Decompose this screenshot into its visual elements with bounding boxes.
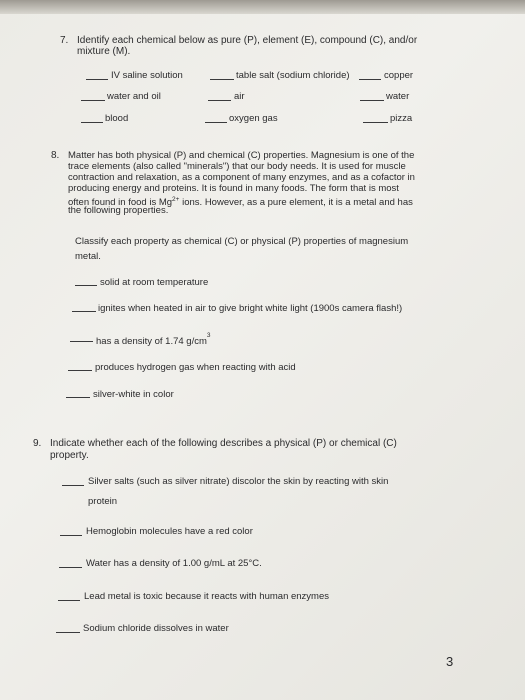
density-text: has a density of 1.74 g/cm [96, 336, 207, 348]
q8-instruction-line1: Classify each property as chemical (C) or physical (P) properties of magnesium [75, 236, 409, 247]
q7-blank-2[interactable] [210, 79, 234, 80]
q8-para-line2: trace elements (also called "minerals") that our body needs. It is used for muscle [68, 161, 406, 172]
q8-item-3 [96, 333, 211, 347]
q7-number: 7. [60, 35, 69, 46]
q7-item-5: air [234, 91, 245, 102]
q7-item-1: IV saline solution [111, 70, 183, 81]
q7-prompt-line1: Identify each chemical below as pure (P), element (E), compound (C), and/or [77, 35, 418, 46]
q9-blank-3[interactable] [59, 567, 82, 568]
q9-blank-2[interactable] [60, 535, 82, 536]
q7-blank-1[interactable] [86, 79, 108, 80]
q7-blank-7[interactable] [81, 122, 103, 123]
q8-para-line6: the following properties. [68, 205, 169, 216]
q7-item-7: blood [105, 113, 129, 124]
q8-para-line5-b: ions. However, as a pure element, it is a metal and has [179, 197, 413, 209]
q7-item-8: oxygen gas [229, 113, 278, 124]
q8-blank-1[interactable] [75, 285, 97, 286]
q8-item-2: ignites when heated in air to give bright white light (1900s camera flash!) [98, 303, 403, 314]
q8-para-line5-a: often found in food is Mg [68, 197, 173, 209]
q7-blank-3[interactable] [359, 79, 381, 80]
q9-blank-1[interactable] [62, 485, 84, 486]
q7-blank-5[interactable] [208, 100, 231, 101]
q7-blank-8[interactable] [205, 122, 227, 123]
q7-blank-4[interactable] [81, 100, 105, 101]
q8-item-4: produces hydrogen gas when reacting with acid [95, 362, 296, 373]
q8-blank-5[interactable] [66, 397, 90, 398]
q9-item-1-cont: protein [88, 496, 118, 507]
q7-item-3: copper [384, 70, 414, 81]
q9-item-4: Lead metal is toxic because it reacts with human enzymes [84, 591, 330, 602]
mg-ion-charge: 2+ [172, 196, 180, 203]
q9-item-3: Water has a density of 1.00 g/mL at 25°C. [86, 558, 262, 569]
q8-blank-2[interactable] [72, 311, 96, 312]
q7-blank-6[interactable] [360, 100, 384, 101]
q8-item-5: silver-white in color [93, 389, 174, 400]
q7-blank-9[interactable] [363, 122, 388, 123]
q8-blank-3[interactable] [70, 341, 93, 342]
q7-item-9: pizza [390, 113, 413, 124]
q7-item-2: table salt (sodium chloride) [236, 70, 350, 81]
q8-item-1: solid at room temperature [100, 277, 209, 288]
q8-para-line3: contraction and relaxation, as a component of many enzymes, and as a cofactor in [68, 172, 415, 183]
q9-prompt-line1: Indicate whether each of the following describes a physical (P) or chemical (C) [50, 438, 397, 449]
q9-blank-4[interactable] [58, 600, 80, 601]
q7-item-6: water [386, 91, 410, 102]
q9-item-2: Hemoglobin molecules have a red color [86, 526, 253, 537]
q9-item-5: Sodium chloride dissolves in water [83, 623, 229, 634]
q8-para-line1: Matter has both physical (P) and chemical (C) properties. Magnesium is one of the [68, 150, 415, 161]
cubed-exponent: 3 [206, 332, 211, 339]
q9-number: 9. [33, 438, 42, 449]
q7-item-4: water and oil [107, 91, 161, 102]
q9-blank-5[interactable] [56, 632, 80, 633]
q9-item-1: Silver salts (such as silver nitrate) discolor the skin by reacting with skin [88, 476, 389, 487]
page-number: 3 [446, 654, 454, 669]
q8-blank-4[interactable] [68, 370, 92, 371]
q9-prompt-line2: property. [50, 450, 89, 461]
q7-prompt-line2: mixture (M). [77, 46, 131, 57]
q8-para-line4: producing energy and proteins. It is found in many foods. The form that is most [68, 183, 399, 194]
q8-number: 8. [51, 150, 60, 161]
top-shadow [0, 0, 525, 14]
q8-instruction-line2: metal. [75, 251, 101, 262]
